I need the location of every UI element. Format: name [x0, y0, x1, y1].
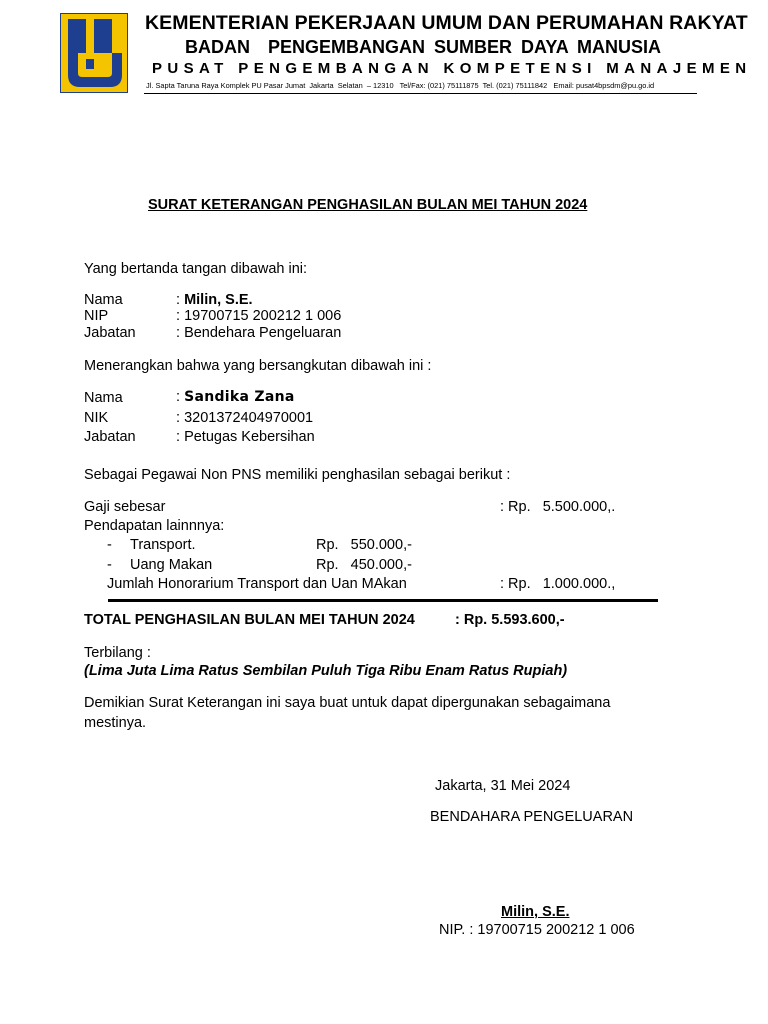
meal-label: Uang Makan	[130, 557, 213, 573]
letterhead-divider	[144, 93, 697, 94]
ministry-logo	[60, 13, 128, 93]
signer-position-label: Jabatan	[84, 325, 136, 341]
letterhead-address: Jl. Sapta Taruna Raya Komplek PU Pasar Jumat Jakarta Selatan – 12310 Tel/Fax: (021) 75111875 Tel. (021) 75111842 Email: pusat4bpsdm@pu.go.id	[146, 81, 655, 90]
recipient-position-label: Jabatan	[84, 429, 136, 445]
income-intro: Sebagai Pegawai Non PNS memiliki penghasilan sebagai berikut :	[84, 467, 511, 483]
salary-label: Gaji sebesar	[84, 499, 166, 515]
total-value: : Rp. 5.593.600,-	[455, 612, 565, 628]
recipient-name-row: : Sandika Zana	[176, 389, 295, 405]
letterhead-agency: BADAN PENGEMBANGAN SUMBER DAYA MANUSIA	[185, 37, 662, 57]
other-income-label: Pendapatan lainnnya:	[84, 518, 225, 534]
salary-value: : Rp. 5.500.000,.	[500, 499, 616, 515]
signer-position-value: Bendehara Pengeluaran	[184, 325, 342, 341]
recipient-position-value: Petugas Kebersihan	[184, 429, 315, 445]
recipient-position-row: : Petugas Kebersihan	[176, 429, 315, 445]
transport-value: Rp. 550.000,-	[316, 537, 412, 553]
closing-line-1: Demikian Surat Keterangan ini saya buat untuk dapat dipergunakan sebagaimana	[84, 695, 611, 711]
transport-bullet: -	[107, 537, 112, 553]
recipient-name-label: Nama	[84, 390, 123, 406]
meal-bullet: -	[107, 557, 112, 573]
statement-text: Menerangkan bahwa yang bersangkutan dibawah ini :	[84, 358, 432, 374]
recipient-name-value: Sandika Zana	[184, 389, 295, 405]
letterhead-ministry: KEMENTERIAN PEKERJAAN UMUM DAN PERUMAHAN RAKYAT	[145, 12, 748, 34]
document-title: SURAT KETERANGAN PENGHASILAN BULAN MEI TAHUN 2024	[148, 197, 588, 213]
recipient-nik-label: NIK	[84, 410, 109, 426]
terbilang-label: Terbilang :	[84, 645, 151, 661]
signer-position-row: : Bendehara Pengeluaran	[176, 325, 342, 341]
signer-name-label: Nama	[84, 292, 123, 308]
closing-line-2: mestinya.	[84, 715, 147, 731]
signer-name-value: Milin, S.E.	[184, 292, 253, 308]
letterhead-center: PUSAT PENGEMBANGAN KOMPETENSI MANAJEMEN	[152, 60, 752, 77]
signer-name-row: : Milin, S.E.	[176, 292, 253, 308]
signature-nip: NIP. : 19700715 200212 1 006	[439, 922, 635, 938]
honorarium-value: : Rp. 1.000.000.,	[500, 576, 616, 592]
honorarium-label: Jumlah Honorarium Transport dan Uan MAkan	[107, 576, 407, 592]
signer-nip-value: 19700715 200212 1 006	[184, 308, 342, 324]
recipient-nik-value: 3201372404970001	[184, 410, 314, 426]
place-date: Jakarta, 31 Mei 2024	[435, 778, 571, 794]
total-divider	[108, 599, 658, 602]
signature-name: Milin, S.E.	[501, 904, 570, 920]
signer-nip-row: : 19700715 200212 1 006	[176, 308, 342, 324]
signer-nip-label: NIP	[84, 308, 109, 324]
signature-role: BENDAHARA PENGELUARAN	[430, 809, 634, 825]
transport-label: Transport.	[130, 537, 196, 553]
terbilang-text: (Lima Juta Lima Ratus Sembilan Puluh Tiga Ribu Enam Ratus Rupiah)	[84, 663, 568, 679]
meal-value: Rp. 450.000,-	[316, 557, 412, 573]
total-label: TOTAL PENGHASILAN BULAN MEI TAHUN 2024	[84, 612, 415, 628]
intro-text: Yang bertanda tangan dibawah ini:	[84, 261, 308, 277]
recipient-nik-row: : 3201372404970001	[176, 410, 314, 426]
